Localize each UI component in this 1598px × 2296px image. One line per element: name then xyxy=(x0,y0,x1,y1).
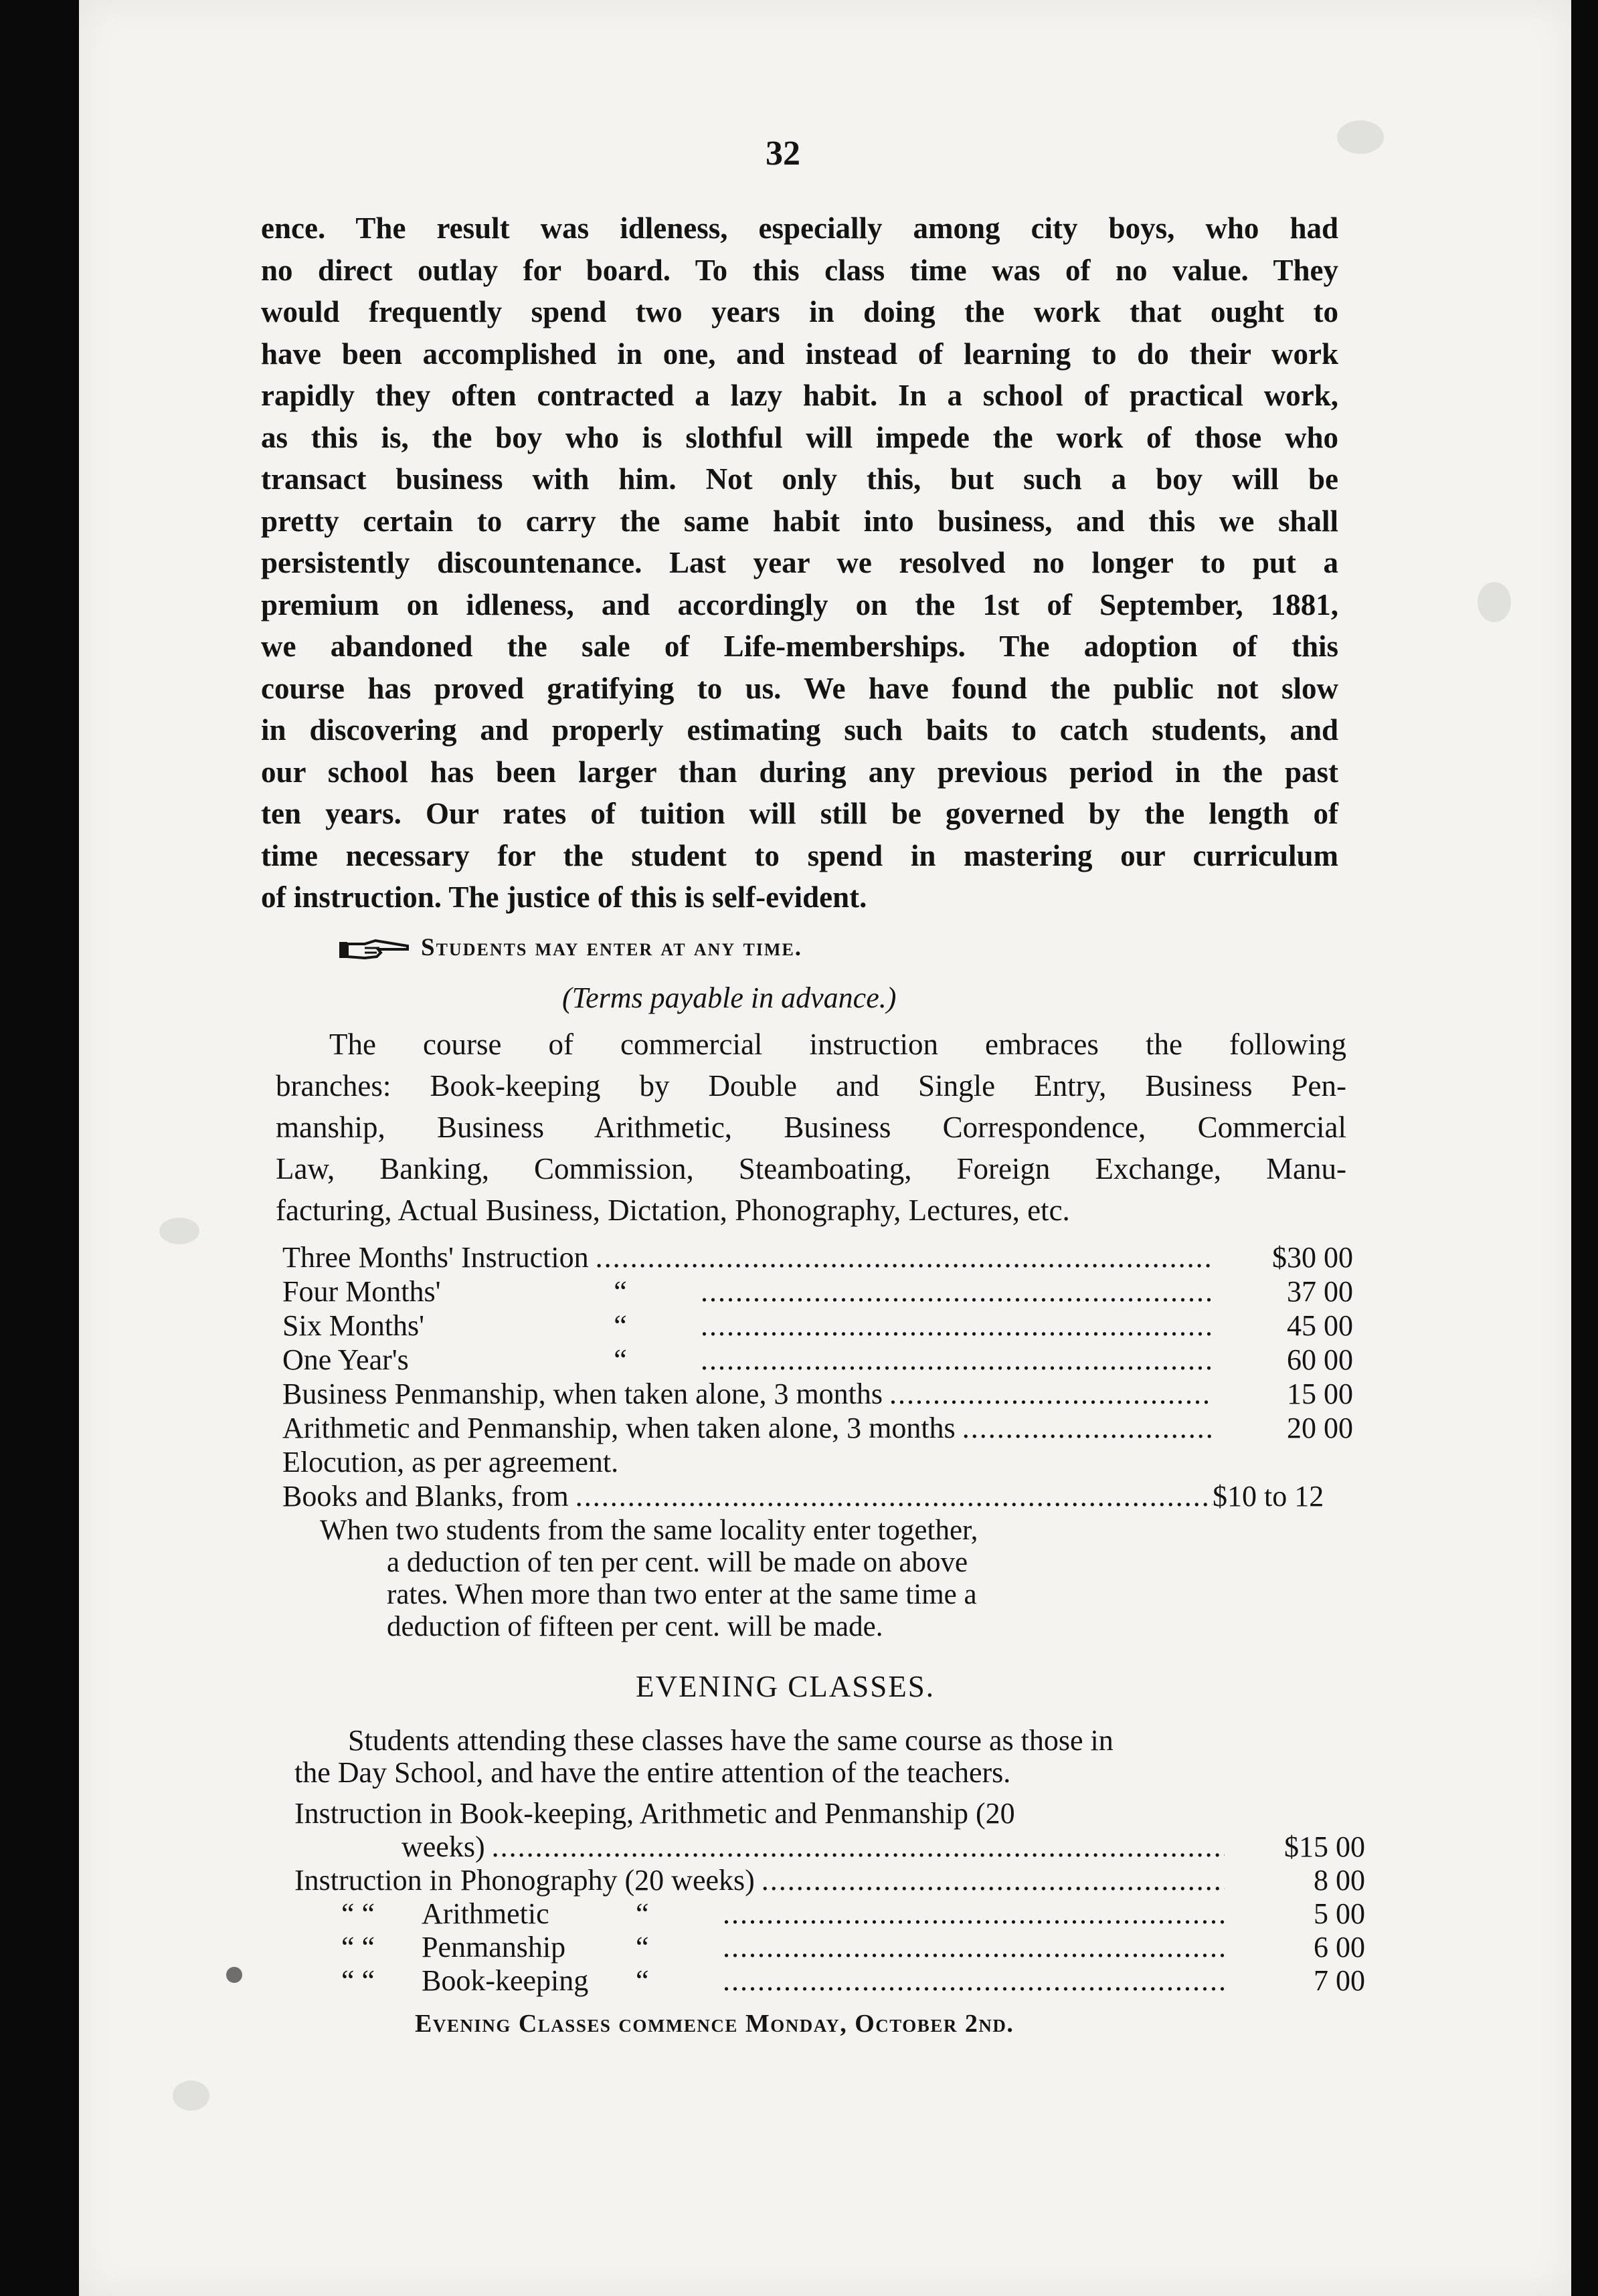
tuition-rates xyxy=(282,1240,1353,1513)
rate-label: Instruction in xyxy=(294,1864,452,1897)
course-line: manship, Business Arithmetic, Business Correspondence, Commercial xyxy=(276,1111,1346,1144)
rate-label: Instruction in Book-keeping, Arithmetic and Penmanship (20 xyxy=(294,1797,1015,1830)
page-number: 32 xyxy=(766,134,800,173)
rate-row xyxy=(282,1377,1353,1411)
paragraph-line: ten years. Our rates of tuition will still be governed by the length of xyxy=(261,797,1338,830)
course-description xyxy=(276,1024,1346,1231)
rate-price: 37 00 xyxy=(1287,1275,1353,1308)
rate-price: $10 to 12 xyxy=(1213,1480,1324,1513)
paragraph-line: time necessary for the student to spend in mastering our curriculum xyxy=(261,838,1338,872)
ditto-mark: “ xyxy=(614,1343,627,1376)
leader-dots xyxy=(723,1930,1225,1964)
deduction-line: deduction of fifteen per cent. will be made. xyxy=(387,1611,883,1642)
leader-dots xyxy=(701,1309,1213,1343)
rate-label: Four Months' xyxy=(282,1275,441,1308)
rate-price: 15 00 xyxy=(1287,1377,1353,1410)
ditto-mark: “ xyxy=(614,1309,627,1342)
leader-dots xyxy=(596,1240,1213,1274)
course-line: branches: Book-keeping by Double and Single Entry, Business Pen- xyxy=(276,1069,1346,1103)
deduction-line: rates. When more than two enter at the same time a xyxy=(387,1579,977,1610)
rate-subject: Phonography (20 weeks) xyxy=(460,1864,755,1897)
rate-label: Business Penmanship, when taken alone, 3 months xyxy=(282,1377,883,1410)
ditto-mark: “ xyxy=(636,1931,649,1964)
rate-price: 7 00 xyxy=(1314,1964,1365,1997)
paragraph-line: pretty certain to carry the same habit into business, and this we shall xyxy=(261,504,1338,538)
rate-price: $30 00 xyxy=(1272,1241,1353,1274)
enrollment-notice xyxy=(338,933,802,962)
leader-dots xyxy=(723,1964,1225,1998)
ditto-mark: “ “ xyxy=(341,1964,375,1997)
rate-price: 8 00 xyxy=(1314,1864,1365,1897)
deduction-line: a deduction of ten per cent. will be made on above xyxy=(387,1547,968,1578)
evening-intro xyxy=(294,1725,1365,1789)
leader-dots xyxy=(575,1479,1213,1513)
notice-text: Students may enter at any time. xyxy=(421,934,803,961)
elocution-note: Elocution, as per agreement. xyxy=(282,1446,619,1478)
rate-row xyxy=(282,1445,1353,1479)
rate-price: 5 00 xyxy=(1314,1897,1365,1930)
paragraph-line: would frequently spend two years in doing the work that ought to xyxy=(261,295,1338,328)
ditto-mark: “ xyxy=(636,1897,649,1930)
paragraph-line: as this is, the boy who is slothful will impede the work of those who xyxy=(261,420,1338,454)
course-line: The course of commercial instruction embraces the following xyxy=(329,1028,1346,1061)
rate-label: Three Months' Instruction xyxy=(282,1241,589,1274)
rate-label: Books and Blanks, from xyxy=(282,1480,569,1513)
rate-subject: Arithmetic xyxy=(422,1897,549,1930)
rate-row xyxy=(294,1830,1365,1863)
course-line: Law, Banking, Commission, Steamboating, Foreign Exchange, Manu- xyxy=(276,1152,1346,1185)
paragraph-line: premium on idleness, and accordingly on the 1st of September, 1881, xyxy=(261,587,1338,621)
rate-row xyxy=(282,1309,1353,1343)
rate-row xyxy=(282,1411,1353,1445)
rate-price: 45 00 xyxy=(1287,1309,1353,1342)
rate-row xyxy=(294,1930,1365,1964)
rate-price: 20 00 xyxy=(1287,1412,1353,1444)
rate-price: $15 00 xyxy=(1284,1830,1365,1863)
paragraph-line: our school has been larger than during any previous period in the past xyxy=(261,755,1338,789)
rate-price: 6 00 xyxy=(1314,1931,1365,1964)
paragraph-line: transact business with him. Not only this, but such a boy will be xyxy=(261,462,1338,496)
leader-dots xyxy=(889,1377,1213,1411)
evening-classes-heading: EVENING CLASSES. xyxy=(636,1670,936,1703)
rate-row xyxy=(282,1240,1353,1274)
rate-label: Six Months' xyxy=(282,1309,425,1342)
leader-dots xyxy=(492,1830,1225,1864)
leader-dots xyxy=(723,1897,1225,1931)
leader-dots xyxy=(762,1863,1225,1897)
terms-note: (Terms payable in advance.) xyxy=(562,981,897,1014)
rate-label: Arithmetic and Penmanship, when taken alone, 3 months xyxy=(282,1412,956,1444)
paragraph-line: persistently discountenance. Last year we resolved no longer to put a xyxy=(261,546,1338,579)
rate-label: One Year's xyxy=(282,1343,409,1376)
rate-row xyxy=(282,1274,1353,1309)
paragraph-line: no direct outlay for board. To this class time was of no value. They xyxy=(261,253,1338,287)
paragraph-line: in discovering and properly estimating such baits to catch students, and xyxy=(261,713,1338,747)
rate-price: 60 00 xyxy=(1287,1343,1353,1376)
deduction-note xyxy=(320,1515,1230,1643)
evening-start-note: Evening Classes commence Monday, October 2nd. xyxy=(415,2010,1014,2038)
rate-row xyxy=(282,1479,1353,1513)
rate-row xyxy=(282,1343,1353,1377)
leader-dots xyxy=(701,1274,1213,1309)
paragraph-line: rapidly they often contracted a lazy habit. In a school of practical work, xyxy=(261,379,1338,412)
ditto-mark: “ xyxy=(614,1275,627,1308)
pointing-hand-icon xyxy=(338,938,412,962)
paragraph-line: have been accomplished in one, and instead of learning to do their work xyxy=(261,337,1338,371)
paragraph-line: we abandoned the sale of Life-memberships. The adoption of this xyxy=(261,630,1338,663)
rate-subject: Penmanship xyxy=(422,1931,566,1964)
rate-label: weeks) xyxy=(402,1830,485,1863)
evening-intro-line: the Day School, and have the entire attention of the teachers. xyxy=(294,1756,1011,1789)
course-line: facturing, Actual Business, Dictation, Phonography, Lectures, etc. xyxy=(276,1193,1070,1227)
paragraph-line: course has proved gratifying to us. We have found the public not slow xyxy=(261,671,1338,705)
ditto-mark: “ “ xyxy=(341,1897,375,1930)
rate-row xyxy=(294,1796,1365,1830)
deduction-line: When two students from the same locality enter together, xyxy=(320,1515,978,1546)
rate-row xyxy=(294,1863,1365,1897)
rate-subject: Book-keeping xyxy=(422,1964,589,1997)
evening-intro-line: Students attending these classes have the same course as those in xyxy=(348,1724,1114,1757)
rate-row xyxy=(294,1897,1365,1930)
evening-rates xyxy=(294,1796,1365,1997)
leader-dots xyxy=(701,1343,1213,1377)
rate-row xyxy=(294,1964,1365,1997)
ditto-mark: “ xyxy=(636,1964,649,1997)
leader-dots xyxy=(962,1411,1213,1445)
paragraph-line: of instruction. The justice of this is self-evident. xyxy=(261,880,867,914)
paragraph-line: ence. The result was idleness, especially among city boys, who had xyxy=(261,211,1338,245)
ditto-mark: “ “ xyxy=(341,1931,375,1964)
intro-paragraph xyxy=(261,207,1338,919)
